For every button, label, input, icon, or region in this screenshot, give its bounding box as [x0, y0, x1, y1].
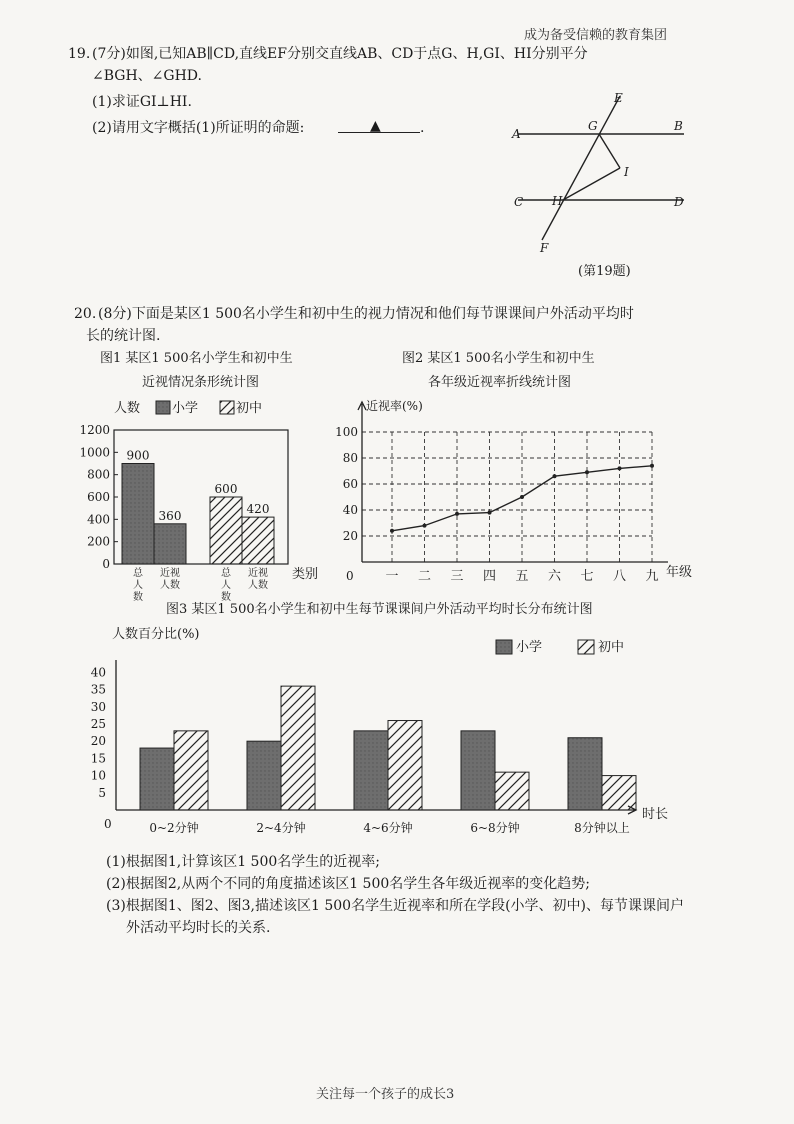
point-f-label: F	[540, 241, 549, 255]
chart3-ytick-label: 25	[90, 716, 106, 731]
chart1-ytick-label: 0	[102, 557, 110, 571]
chart2-data-point	[488, 511, 492, 515]
chart1-xtick-label: 近视人数	[160, 568, 180, 591]
chart-figure1	[70, 346, 340, 604]
chart2-data-point	[553, 474, 557, 478]
q20-question3-cont: 外活动平均时长的关系.	[126, 920, 271, 936]
chart2-xlabel: 年级	[666, 565, 693, 580]
chart3-xtick-label: 2~4分钟	[256, 821, 306, 835]
chart3-bar-middle	[174, 731, 208, 810]
header-org: 成为备受信赖的教育集团	[524, 28, 668, 43]
q19-number: 19.	[68, 46, 91, 62]
chart3-ytick-label: 40	[90, 665, 106, 680]
chart3-legend-primary-swatch	[496, 640, 512, 654]
chart1-bar-total	[122, 464, 154, 565]
chart1-ytick-label: 1200	[79, 423, 110, 437]
chart1-ytick-label: 1000	[79, 445, 110, 460]
chart2-xtick-label: 三	[450, 569, 464, 584]
chart1-xtick-label: 总人数	[221, 568, 231, 603]
chart3-ytick-label: 10	[90, 768, 106, 783]
chart3-ytick-label: 20	[90, 734, 106, 749]
chart3-ytick-label: 15	[90, 751, 106, 766]
q20-line2: 长的统计图.	[86, 328, 161, 344]
chart1-ytick-label: 400	[87, 512, 110, 527]
chart3-bar-primary	[140, 748, 174, 810]
chart1-data-label: 600	[214, 482, 238, 496]
chart2-data-point	[585, 470, 589, 474]
chart2-ytick-label: 40	[342, 503, 358, 517]
q19-line1: (7分)如图,已知AB∥CD,直线EF分别交直线AB、CD于点G、H,GI、HI分别平分	[92, 46, 588, 62]
point-e-label: E	[614, 91, 623, 105]
chart2-ytick-label: 60	[342, 477, 358, 491]
chart1-legend-middle: 初中	[236, 401, 263, 416]
q19-part2: (2)请用文字概括(1)所证明的命题:	[92, 120, 305, 136]
chart1-bar-myopia	[242, 517, 274, 564]
q20-question1: (1)根据图1,计算该区1 500名学生的近视率;	[106, 854, 380, 870]
chart3-ytick-label: 35	[90, 682, 106, 697]
chart2-xtick-label: 九	[645, 569, 659, 584]
line-ef	[542, 96, 620, 240]
chart2-origin-label: 0	[346, 569, 354, 583]
chart3-xtick-label: 4~6分钟	[363, 821, 413, 835]
q20-number: 20.	[74, 306, 97, 322]
legend-primary-swatch	[156, 401, 170, 414]
q20-question2: (2)根据图2,从两个不同的角度描述该区1 500名学生各年级近视率的变化趋势;	[106, 876, 590, 892]
chart2-data-point	[520, 495, 524, 499]
q20-question3: (3)根据图1、图2、图3,描述该区1 500名学生近视率和所在学段(小学、初中)、每节课课间户	[106, 898, 685, 914]
chart-figure2	[335, 346, 700, 586]
chart3-legend-middle: 初中	[598, 640, 625, 655]
chart2-data-point	[650, 464, 654, 468]
point-h-label: H	[552, 194, 563, 208]
chart3-xtick-label: 0~2分钟	[149, 821, 199, 835]
chart2-ylabel: 近视率(%)	[366, 399, 423, 413]
chart3-bar-primary	[461, 731, 495, 810]
chart1-xtick-label: 近视人数	[248, 568, 268, 591]
chart2-ytick-label: 80	[342, 451, 358, 465]
chart3-title: 图3 某区1 500名小学生和初中生每节课课间户外活动平均时长分布统计图	[166, 602, 593, 617]
chart1-title: 图1 某区1 500名小学生和初中生	[100, 351, 293, 366]
chart3-bar-primary	[354, 731, 388, 810]
chart2-ytick-label: 100	[335, 425, 358, 439]
chart-figure3	[80, 618, 680, 840]
chart3-xtick-label: 6~8分钟	[470, 821, 520, 835]
chart1-ylabel: 人数	[114, 401, 141, 416]
chart1-data-label: 900	[126, 448, 150, 463]
chart1-data-label: 420	[246, 502, 270, 517]
chart2-xtick-label: 七	[580, 569, 594, 584]
point-a-label: A	[512, 127, 521, 141]
blank-triangle-mark: ▲	[370, 118, 381, 134]
point-i-label: I	[624, 165, 629, 179]
chart1-bar-total	[210, 497, 242, 564]
chart1-ytick-label: 200	[87, 534, 110, 549]
chart2-title: 图2 某区1 500名小学生和初中生	[402, 351, 595, 366]
chart1-xtick-label: 总人数	[133, 568, 143, 603]
chart3-legend-middle-swatch	[578, 640, 594, 654]
point-b-label: B	[674, 119, 683, 133]
figure19-caption: (第19题)	[578, 264, 631, 279]
chart2-xtick-label: 八	[612, 569, 627, 584]
chart1-ytick-label: 600	[87, 490, 110, 504]
chart2-ytick-label: 20	[342, 529, 358, 543]
chart2-subtitle: 各年级近视率折线统计图	[428, 375, 572, 390]
q19-part1: (1)求证GI⊥HI.	[92, 94, 192, 110]
chart3-bar-primary	[568, 738, 602, 810]
chart1-bar-myopia	[154, 524, 186, 564]
chart1-xlabel: 类别	[292, 567, 319, 582]
point-g-label: G	[588, 119, 598, 133]
chart3-bar-middle	[495, 772, 529, 810]
end-period: .	[420, 120, 425, 136]
chart3-bar-middle	[388, 721, 422, 810]
chart2-data-point	[618, 466, 622, 470]
chart2-xtick-label: 六	[547, 569, 562, 584]
q20-line1: (8分)下面是某区1 500名小学生和初中生的视力情况和他们每节课课间户外活动平均时	[98, 306, 634, 322]
chart3-legend-primary: 小学	[516, 640, 543, 655]
segment-gi	[599, 134, 620, 168]
chart3-bar-middle	[281, 686, 315, 810]
chart2-data-point	[455, 512, 459, 516]
chart1-ytick-label: 800	[87, 467, 110, 482]
chart2-xtick-label: 四	[482, 569, 497, 584]
point-c-label: C	[514, 195, 524, 209]
chart3-ylabel: 人数百分比(%)	[112, 627, 200, 642]
chart1-subtitle: 近视情况条形统计图	[142, 375, 260, 390]
chart3-xlabel: 时长	[642, 807, 669, 822]
chart3-ytick-label: 30	[90, 699, 106, 714]
chart3-ytick-label: 5	[98, 785, 106, 800]
point-d-label: D	[674, 195, 684, 209]
chart2-data-point	[390, 529, 394, 533]
chart3-origin-label: 0	[104, 817, 112, 831]
chart2-xtick-label: 二	[417, 569, 432, 584]
chart3-bar-middle	[602, 776, 636, 810]
chart2-data-point	[423, 524, 427, 528]
page-footer: 关注每一个孩子的成长3	[316, 1087, 455, 1102]
q19-line2: ∠BGH、∠GHD.	[92, 68, 202, 84]
chart3-xtick-label: 8分钟以上	[574, 821, 630, 835]
chart3-bar-primary	[247, 741, 281, 810]
chart1-data-label: 360	[158, 508, 182, 523]
q19-figure	[508, 88, 698, 256]
chart1-legend-primary: 小学	[172, 401, 199, 416]
chart2-xtick-label: 五	[515, 569, 529, 584]
chart2-xtick-label: 一	[385, 569, 399, 584]
legend-middle-swatch	[220, 401, 234, 414]
